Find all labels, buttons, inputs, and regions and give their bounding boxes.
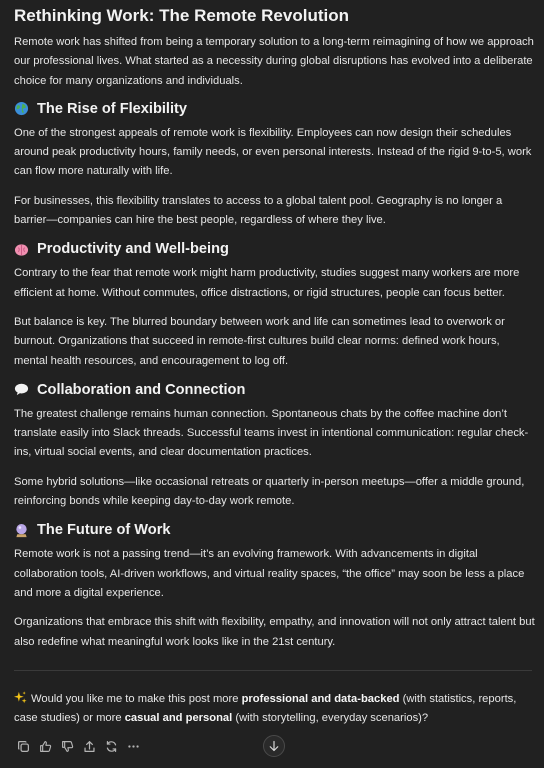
- copy-button[interactable]: [12, 737, 34, 755]
- thumbs-down-icon: [61, 740, 74, 753]
- thumbs-up-icon: [39, 740, 52, 753]
- section-paragraph: One of the strongest appeals of remote work is flexibility. Employees can now design their schedules around peak productivity hours, family needs, or even personal interests. Instead of the rigid 9-to-5, work can flow more naturally with life.: [14, 126, 532, 178]
- speech-bubble-icon: [14, 382, 29, 397]
- followup-option-casual: casual and personal: [124, 712, 233, 725]
- followup-option-professional: professional and data-backed: [241, 693, 400, 705]
- section-paragraph: But balance is key. The blurred boundary between work and life can sometimes lead to overwork or burnout. Organizations that succeed in remote-first cultures build clear norms: defined work hours, mental health resources, and encouragement to log off.: [14, 315, 505, 367]
- arrow-down-icon: [268, 740, 280, 752]
- section-heading-label: The Future of Work: [37, 522, 171, 539]
- section-paragraph: Some hybrid solutions—like occasional retreats or quarterly in-person meetups—offer a middle ground, reinforcing bonds while keeping day-to-day work remote.: [14, 475, 525, 508]
- followup-question: [14, 690, 536, 729]
- globe-icon: [14, 101, 29, 116]
- intro-paragraph: Remote work has shifted from being a temporary solution to a long-term reimagining of how we approach our professional lives. What started as a necessity during global disruptions has evolved into a deliberate choice for many organizations and individuals.: [14, 36, 534, 87]
- bad-response-button[interactable]: [56, 737, 78, 755]
- sparkles-icon: [14, 691, 27, 704]
- good-response-button[interactable]: [34, 737, 56, 755]
- divider: [14, 670, 532, 671]
- section-paragraph: Contrary to the fear that remote work might harm productivity, studies suggest many workers are more efficient at home. Without commutes, office distractions, or rigid structures, people can focus better.: [14, 267, 520, 299]
- section-paragraph: Remote work is not a passing trend—it’s an evolving framework. With advancements in digital collaboration tools, AI-driven workflows, and virtual reality spaces, “the office” may soon be less a place and more a digital experience.: [14, 548, 525, 599]
- section-heading-label: Productivity and Well-being: [37, 241, 229, 258]
- regenerate-icon: [105, 740, 118, 753]
- section-heading-future: [14, 521, 536, 539]
- copy-icon: [17, 740, 30, 753]
- followup-text: Would you like me to make this post more: [31, 693, 242, 705]
- section-heading-label: Collaboration and Connection: [37, 381, 246, 398]
- article-title: Rethinking Work: The Remote Revolution: [14, 6, 349, 25]
- section-heading-label: The Rise of Flexibility: [37, 100, 188, 117]
- regenerate-button[interactable]: [100, 737, 122, 755]
- section-heading-flexibility: [14, 100, 536, 118]
- share-button[interactable]: [78, 737, 100, 755]
- section-paragraph: For businesses, this flexibility translates to access to a global talent pool. Geography is no longer a barrier—companies can hire the best people, regardless of where they live.: [14, 194, 503, 227]
- more-icon: [127, 740, 140, 753]
- more-options-button[interactable]: [122, 737, 144, 755]
- section-paragraph: The greatest challenge remains human connection. Spontaneous chats by the coffee machine don’t translate easily into Slack threads. Successful teams invest in intentional communication: regular check-ins, virtual social events, and clear documentation practices.: [14, 407, 529, 459]
- scroll-to-bottom-button[interactable]: [263, 735, 285, 757]
- brain-icon: [14, 242, 29, 257]
- message-actions-toolbar: [12, 737, 144, 755]
- section-paragraph: Organizations that embrace this shift with flexibility, empathy, and innovation will not only attract talent but also redefine what meaningful work looks like in the 21st century.: [14, 616, 535, 648]
- share-icon: [83, 740, 96, 753]
- section-heading-productivity: [14, 240, 536, 258]
- chat-message: [14, 0, 536, 652]
- section-heading-collaboration: [14, 381, 536, 399]
- followup-text: (with storytelling, everyday scenarios)?: [232, 712, 429, 725]
- followup-text: (with statistics, reports, case studies) or more: [14, 693, 517, 725]
- crystal-ball-icon: [14, 523, 29, 538]
